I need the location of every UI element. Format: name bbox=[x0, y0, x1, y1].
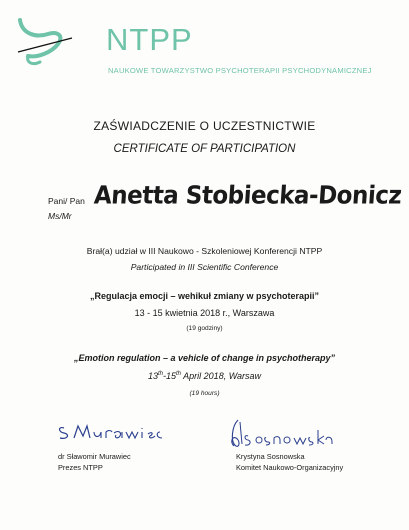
signature-murawiec bbox=[56, 418, 176, 446]
ntpp-logo-icon bbox=[14, 12, 74, 70]
signatory-role-1: Prezes NTPP bbox=[58, 463, 103, 472]
participant-name: Anetta Stobiecka-Donicz bbox=[93, 181, 403, 211]
signatory-name-1: dr Sławomir Murawiec bbox=[58, 452, 131, 461]
participation-text-pl: Brał(a) udział w III Naukowo - Szkoleniowej Konferencji NTPP bbox=[86, 246, 323, 256]
conference-title-pl: „Regulacja emocji – wehikuł zmiany w psychoterapii” bbox=[89, 291, 320, 301]
date-day-start: 13 bbox=[147, 371, 158, 381]
signatory-role-2: Komitet Naukowo-Organizacyjny bbox=[236, 463, 344, 472]
conference-title-en: „Emotion regulation – a vehicle of change in psychotherapy” bbox=[73, 353, 336, 363]
conference-date-en bbox=[0, 371, 409, 381]
logo-name: NTPP bbox=[106, 22, 193, 57]
signatory-name-2: Krystyna Sosnowska bbox=[236, 452, 305, 461]
date-rest: April 2018, Warsaw bbox=[181, 371, 262, 381]
conference-date-pl: 13 - 15 kwietnia 2018 r., Warszawa bbox=[134, 308, 275, 318]
signature-sosnowska bbox=[226, 416, 336, 452]
logo-subtitle: NAUKOWE TOWARZYSTWO PSYCHOTERAPII PSYCHODYNAMICZNEJ bbox=[108, 66, 372, 75]
date-suffix-start: th bbox=[157, 371, 163, 377]
certificate-title-pl: ZAŚWIADCZENIE O UCZESTNICTWIE bbox=[93, 119, 316, 133]
participation-text-en: Participated in III Scientific Conference bbox=[130, 262, 279, 272]
hours-pl: (19 godziny) bbox=[186, 325, 223, 332]
date-suffix-end: th bbox=[175, 371, 181, 377]
salutation-pl: Pani/ Pan bbox=[48, 196, 85, 206]
certificate-title-en: CERTIFICATE OF PARTICIPATION bbox=[113, 143, 296, 155]
salutation-en: Ms/Mr bbox=[48, 211, 72, 221]
date-separator: -15 bbox=[162, 371, 176, 381]
hours-en: (19 hours) bbox=[189, 390, 220, 397]
